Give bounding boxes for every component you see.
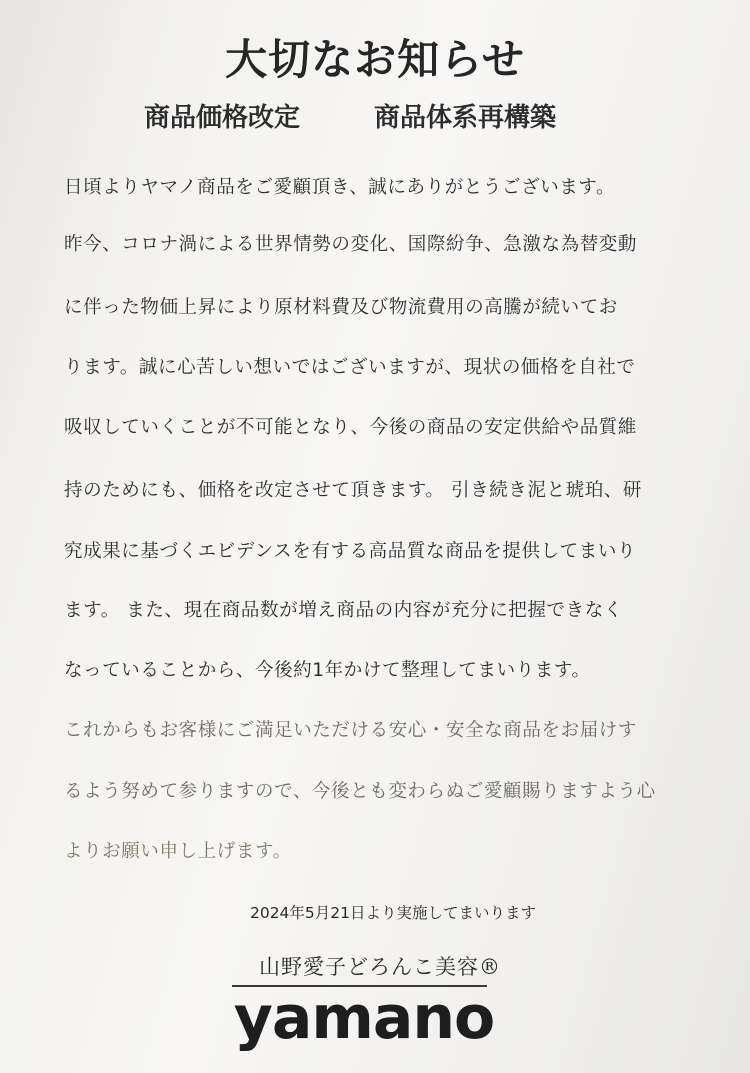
yamano-logo: yamano xyxy=(233,983,495,1053)
body-line-9: なっていることから、今後約1年かけて整理してまいります。 xyxy=(64,660,591,681)
notice-subtitle xyxy=(0,100,750,136)
notice-title: 大切なお知らせ xyxy=(225,35,525,84)
body-line-5: 吸収していくことが不可能となり、今後の商品の安定供給や品質維 xyxy=(64,417,638,438)
body-line-6: 持のためにも、価格を改定させて頂きます。 引き続き泥と琥珀、研 xyxy=(64,480,643,501)
body-line-1: 日頃よりヤマノ商品をご愛顧頂き、誠にありがとうございます。 xyxy=(64,177,616,198)
subtitle-product-restructure: 商品体系再構築 xyxy=(374,103,557,133)
body-line-4: ります。誠に心苦しい想いではございますが、現状の価格を自社で xyxy=(64,357,636,378)
body-line-10: これからもお客様にご満足いただける安心・安全な商品をお届けす xyxy=(64,720,638,741)
body-line-12: よりお願い申し上げます。 xyxy=(64,841,292,862)
effective-date: 2024年5月21日より実施してまいります xyxy=(249,904,537,922)
brand-japanese-name: 山野愛子どろんこ美容® xyxy=(259,955,501,979)
body-line-2: 昨今、コロナ渦による世界情勢の変化、国際紛争、急激な為替変動 xyxy=(64,234,638,255)
body-line-8: ます。 また、現在商品数が増え商品の内容が充分に把握できなく xyxy=(64,600,623,621)
subtitle-price-revision: 商品価格改定 xyxy=(144,103,301,133)
body-line-3: に伴った物価上昇により原材料費及び物流費用の高騰が続いてお xyxy=(64,297,618,318)
body-line-7: 究成果に基づくエビデンスを有する高品質な商品を提供してまいり xyxy=(64,541,637,562)
body-line-11: るよう努めて参りますので、今後とも変わらぬご愛顧賜りますよう心 xyxy=(64,781,656,802)
